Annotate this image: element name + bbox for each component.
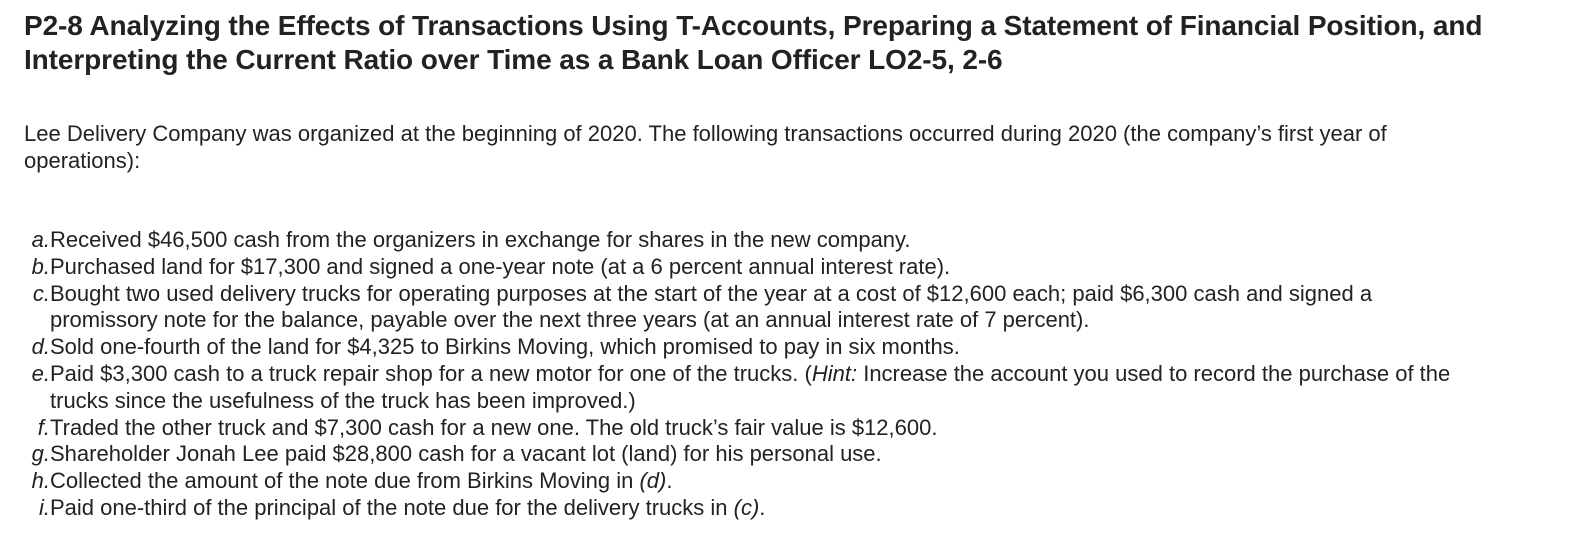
transaction-text: Traded the other truck and $7,300 cash for a new one. The old truck’s fair value is $12,600.	[50, 414, 938, 440]
transaction-marker: b.	[31, 253, 50, 279]
transaction-item	[24, 415, 1464, 442]
transaction-marker: d.	[31, 334, 50, 360]
transaction-marker: f.	[37, 414, 50, 440]
transaction-text	[50, 361, 1464, 415]
transaction-item	[24, 495, 1464, 522]
problem-page	[24, 0, 1544, 520]
transaction-text	[50, 495, 1464, 522]
transaction-reference: (d)	[639, 468, 667, 494]
transaction-text: Sold one-fourth of the land for $4,325 to Birkins Moving, which promised to pay in six months.	[50, 334, 960, 360]
transaction-text	[50, 468, 1464, 495]
transaction-text: Shareholder Jonah Lee paid $28,800 cash for a vacant lot (land) for his personal use.	[50, 441, 882, 467]
transaction-text-start: Paid one-third of the principal of the note due for the delivery trucks in	[50, 494, 734, 520]
transaction-item	[24, 361, 1464, 415]
transaction-item	[24, 254, 1464, 281]
transaction-text-start: Collected the amount of the note due from Birkins Moving in	[50, 468, 640, 494]
transaction-item	[24, 441, 1464, 468]
problem-title: P2-8 Analyzing the Effects of Transactions Using T-Accounts, Preparing a Statement of Financial Position, and Interpreting the Current Ratio over Time as a Bank Loan Officer LO2-5, 2-6	[24, 10, 1483, 75]
transaction-reference: (c)	[733, 494, 760, 520]
transaction-marker: i.	[39, 494, 50, 520]
transaction-marker: e.	[31, 360, 50, 386]
transaction-text-end: .	[666, 468, 673, 494]
transaction-text-end: .	[759, 494, 766, 520]
transaction-marker: h.	[31, 468, 50, 494]
problem-intro: Lee Delivery Company was organized at the beginning of 2020. The following transactions occurred during 2020 (the company’s first year of operations):	[24, 121, 1387, 173]
transaction-list	[24, 227, 1464, 522]
transaction-item	[24, 281, 1464, 335]
hint-label: Hint:	[811, 360, 858, 386]
transaction-item	[24, 227, 1464, 254]
transaction-text: Bought two used delivery trucks for operating purposes at the start of the year at a cost of $12,600 each; paid $6,300 cash and signed a promissory note for the balance, payable over the next three years (at an annual interest rate of 7 percent).	[50, 280, 1373, 333]
transaction-marker: a.	[31, 227, 50, 252]
transaction-text: Received $46,500 cash from the organizers in exchange for shares in the new company.	[50, 227, 911, 252]
transaction-item	[24, 468, 1464, 495]
transaction-marker: g.	[31, 441, 50, 467]
transaction-text-start: Paid $3,300 cash to a truck repair shop for a new motor for one of the trucks. (	[50, 360, 812, 386]
transaction-item	[24, 334, 1464, 361]
transaction-marker: c.	[32, 280, 50, 306]
transaction-text-end: Increase the account you used to record the purchase of the trucks since the usefulness of the truck has been improved.)	[50, 360, 1451, 413]
transaction-text: Purchased land for $17,300 and signed a one-year note (at a 6 percent annual interest rate).	[50, 253, 951, 279]
